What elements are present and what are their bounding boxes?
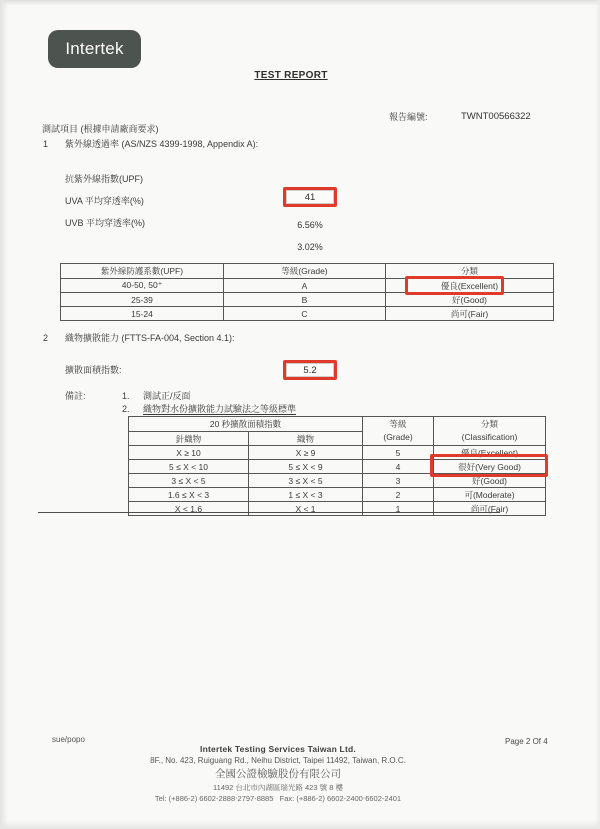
footer-block xyxy=(0,744,556,803)
table-cell-excellent: 優良(Excellent) xyxy=(386,279,554,293)
table-cell: 3 ≤ X < 5 xyxy=(129,474,249,488)
table-cell: 5 xyxy=(363,446,434,460)
uvb-label: UVB 平均穿透率(%) xyxy=(65,218,146,228)
table-cell: 尚可(Fair) xyxy=(386,307,554,321)
section1-number: 1 xyxy=(43,139,49,149)
table-cell: A xyxy=(224,279,386,293)
table-cell: X < 1 xyxy=(249,502,363,516)
table-row xyxy=(129,474,546,488)
diffusion-table-header-class xyxy=(434,417,546,446)
content-bottom-rule xyxy=(38,512,500,513)
section1-title: 紫外線透過率 (AS/NZS 4399-1998, Appendix A): xyxy=(65,139,259,149)
diffusion-index-value: 5.2 xyxy=(303,364,317,376)
scan-edge-right xyxy=(595,0,600,829)
upf-table-header-grade: 等級(Grade) xyxy=(224,264,386,279)
class-header-zh: 分類 xyxy=(481,419,499,429)
table-cell: 5 ≤ X < 10 xyxy=(129,460,249,474)
uva-label: UVA 平均穿透率(%) xyxy=(65,196,144,206)
table-cell: 5 ≤ X < 9 xyxy=(249,460,363,474)
table-cell: 尚可(Fair) xyxy=(434,502,546,516)
section2-title: 織物擴散能力 (FTTS-FA-004, Section 4.1): xyxy=(65,333,235,343)
upf-table-header-row xyxy=(61,264,554,279)
table-row xyxy=(61,293,554,307)
table-row xyxy=(61,279,554,293)
table-row xyxy=(129,460,546,474)
footer-address-en: 8F., No. 423, Ruiguang Rd., Neihu District, Taipei 11492, Taiwan, R.O.C. xyxy=(150,756,406,765)
intertek-logo-text: Intertek xyxy=(65,39,124,58)
report-no-label: 報告編號: xyxy=(389,112,428,122)
intertek-logo xyxy=(48,30,141,68)
uvb-value: 3.02% xyxy=(297,242,323,252)
remark-2-number: 2. xyxy=(122,404,130,414)
footer-company-zh: 全國公證檢驗股份有限公司 xyxy=(215,769,341,780)
diffusion-grade-table xyxy=(128,416,546,516)
page-indicator: Page 2 Of 4 xyxy=(505,737,548,746)
upf-value: 41 xyxy=(304,191,316,203)
uva-value: 6.56% xyxy=(297,220,323,230)
table-cell: 4 xyxy=(363,460,434,474)
remark-1-text: 測試正/反面 xyxy=(143,391,191,401)
table-cell: 1.6 ≤ X < 3 xyxy=(129,488,249,502)
diffusion-table-subheader-woven: 織物 xyxy=(249,432,363,446)
table-cell: 25-39 xyxy=(61,293,224,307)
scan-edge-top xyxy=(0,0,600,6)
grade-header-en: (Grade) xyxy=(383,432,413,442)
upf-table-header-class: 分類 xyxy=(386,264,554,279)
table-row xyxy=(129,446,546,460)
table-cell: X < 1.6 xyxy=(129,502,249,516)
footer-company-en: Intertek Testing Services Taiwan Ltd. xyxy=(200,744,356,754)
table-row xyxy=(129,502,546,516)
operator-initials: sue/popo xyxy=(52,735,85,744)
table-cell: B xyxy=(224,293,386,307)
table-cell: 2 xyxy=(363,488,434,502)
table-cell: 40-50, 50⁺ xyxy=(61,279,224,293)
report-no-value: TWNT00566322 xyxy=(461,111,531,122)
footer-tel-fax: Tel: (+886-2) 6602-2888‧2797-8885 Fax: (+886-2) 6602-2400‧6602-2401 xyxy=(154,794,402,803)
footer-address-zh: 11492 台北市內湖區瑞光路 423 號 8 樓 xyxy=(213,783,343,792)
table-cell: 3 ≤ X < 5 xyxy=(249,474,363,488)
diffusion-table-header-grade xyxy=(363,417,434,446)
upf-label: 抗紫外線指數(UPF) xyxy=(65,174,143,184)
table-cell: 優良(Excellent) xyxy=(434,446,546,460)
table-row xyxy=(61,307,554,321)
diffusion-table-header-row-1 xyxy=(129,417,546,432)
scan-edge-left xyxy=(0,0,8,829)
diffusion-index-label: 擴散面積指數: xyxy=(65,365,122,375)
table-cell: 1 ≤ X < 3 xyxy=(249,488,363,502)
upf-table-header-upf: 紫外線防護系數(UPF) xyxy=(61,264,224,279)
diffusion-table-subheader-knit: 針織物 xyxy=(129,432,249,446)
table-cell: 可(Moderate) xyxy=(434,488,546,502)
class-header-en: (Classification) xyxy=(461,432,518,442)
table-cell: 好(Good) xyxy=(386,293,554,307)
table-cell-very-good: 很好(Very Good) xyxy=(434,460,546,474)
diffusion-index-highlight-box xyxy=(283,360,337,380)
grade-header-zh: 等級 xyxy=(389,419,407,429)
table-cell: X ≥ 10 xyxy=(129,446,249,460)
table-row xyxy=(129,488,546,502)
page-title: TEST REPORT xyxy=(254,70,328,81)
remarks-label: 備註: xyxy=(65,391,86,401)
table-cell: C xyxy=(224,307,386,321)
remark-2-text: 織物對水份擴散能力試驗法之等級標準 xyxy=(143,404,297,414)
section2-number: 2 xyxy=(43,333,49,343)
remark-1-number: 1. xyxy=(122,391,130,401)
upf-grade-table xyxy=(60,263,554,321)
test-items-heading: 測試項目 (根據申請廠商要求) xyxy=(42,124,159,134)
table-cell: 好(Good) xyxy=(434,474,546,488)
diffusion-table-group-header: 20 秒擴散面積指數 xyxy=(129,417,363,432)
table-cell: 3 xyxy=(363,474,434,488)
table-cell: 1 xyxy=(363,502,434,516)
table-cell: 15-24 xyxy=(61,307,224,321)
table-cell: X ≥ 9 xyxy=(249,446,363,460)
scan-edge-bottom xyxy=(0,820,600,829)
upf-value-highlight-box xyxy=(283,187,337,207)
